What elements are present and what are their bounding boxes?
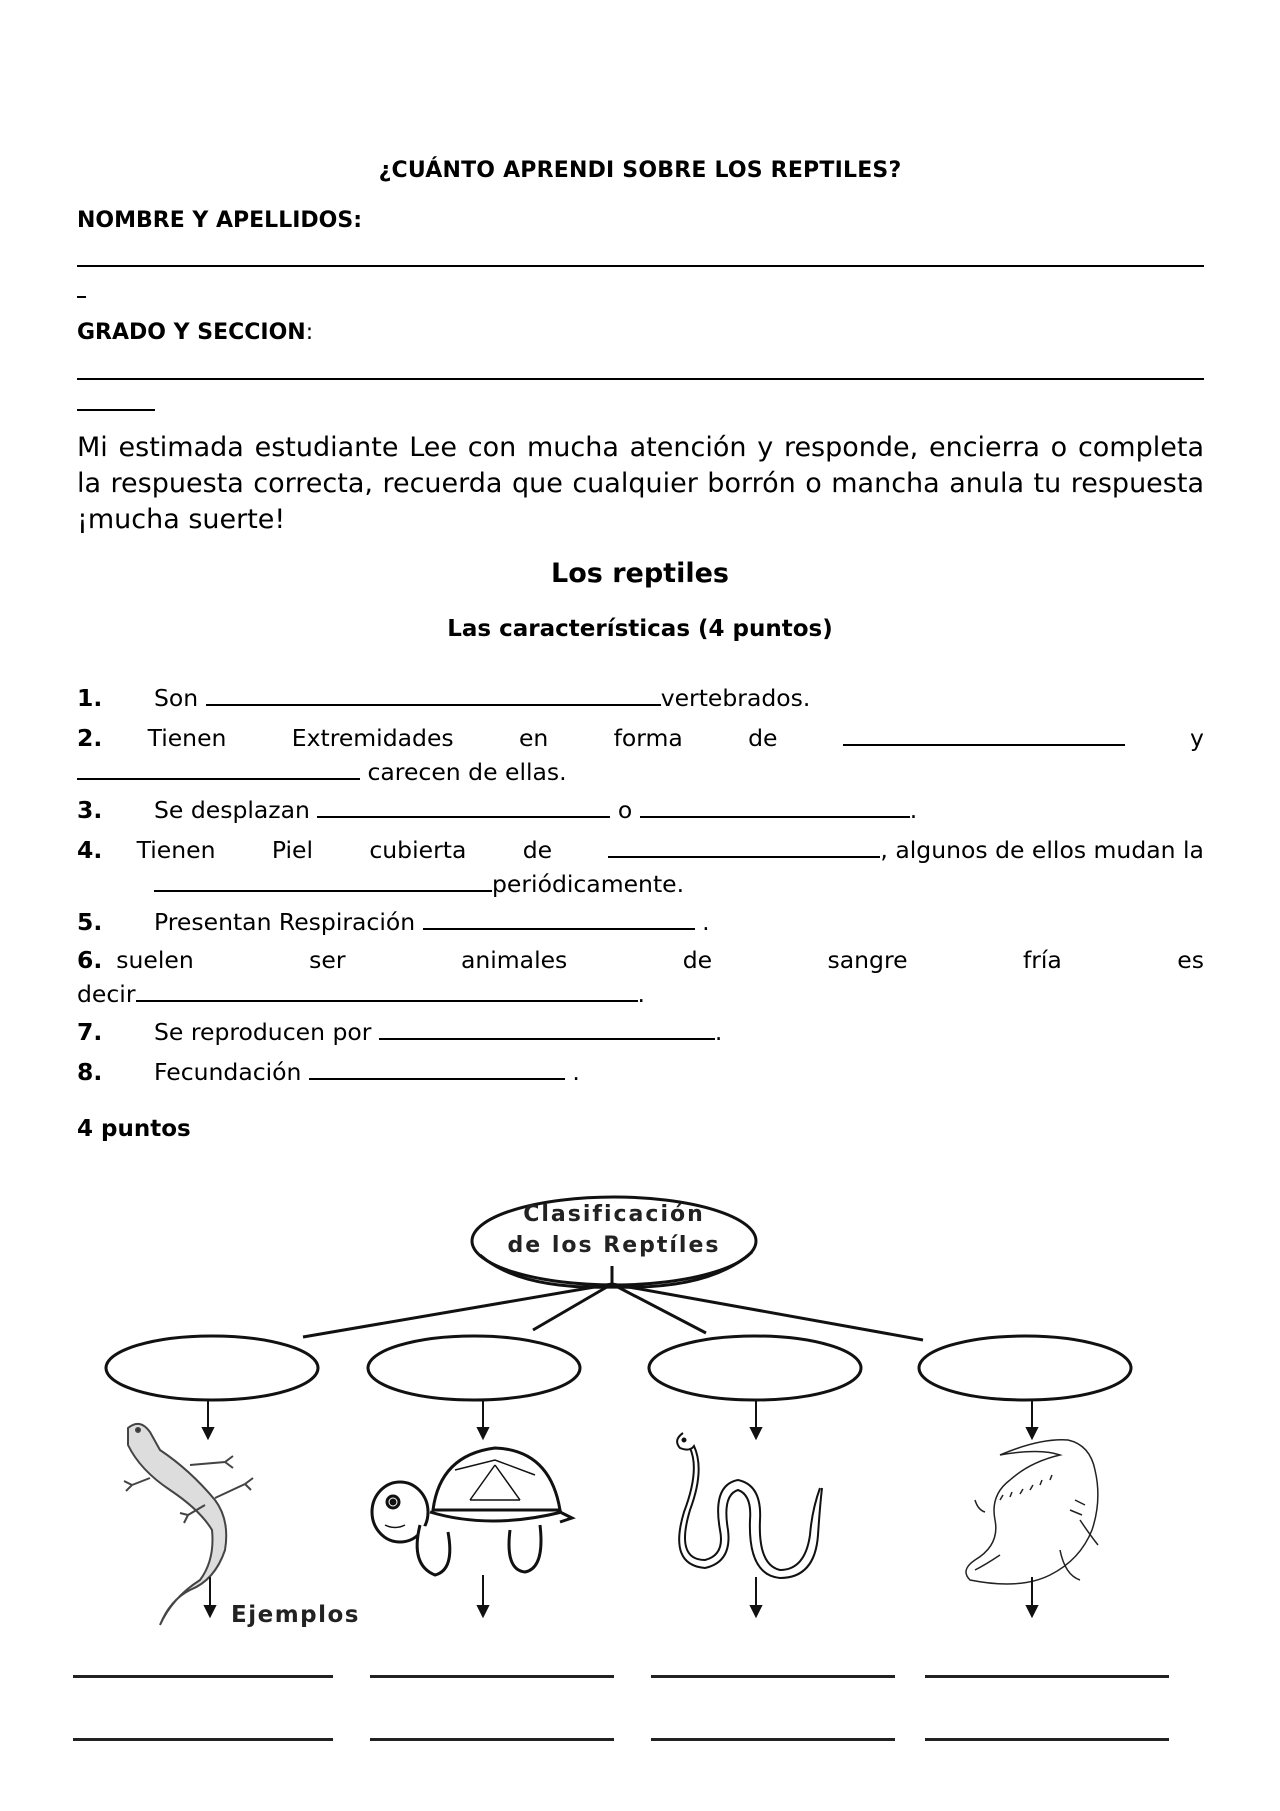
question-line — [77, 976, 1204, 1010]
grade-answer-line[interactable] — [77, 378, 1204, 380]
answer-blank[interactable] — [309, 1054, 565, 1080]
lizard-icon — [124, 1424, 253, 1625]
question-number: 5. — [77, 908, 103, 936]
question-word: Extremidades — [291, 724, 454, 752]
question-word: de — [682, 946, 713, 974]
question-word: fría — [1022, 946, 1062, 974]
grade-answer-line-overflow — [77, 409, 155, 411]
question-word: ser — [309, 946, 346, 974]
category-node-1[interactable] — [106, 1336, 318, 1400]
answer-blank[interactable] — [136, 976, 638, 1002]
question-text: . — [702, 908, 710, 936]
question-word: Tienen — [147, 724, 227, 752]
crocodile-icon — [966, 1440, 1098, 1584]
answer-blank[interactable] — [423, 904, 695, 930]
question-number: 2. — [77, 724, 103, 752]
classification-diagram — [0, 1180, 1280, 1660]
question-text: , algunos de ellos mudan la — [880, 836, 1204, 864]
question-line — [77, 866, 1204, 900]
question-text: Se reproducen por — [154, 1018, 372, 1046]
answer-blank[interactable] — [640, 792, 910, 818]
instructions-paragraph: Mi estimada estudiante Lee con mucha atención y responde, encierra o completa la respuesta correcta, recuerda que cualquier borrón o mancha anula tu respuesta ¡mucha suerte! — [77, 432, 1204, 535]
answer-blank[interactable] — [206, 680, 661, 706]
question-text: periódicamente. — [492, 870, 685, 898]
question-word: sangre — [827, 946, 908, 974]
example-answer-line-1a[interactable] — [73, 1675, 333, 1678]
classification-points-label: 4 puntos — [77, 1116, 191, 1142]
question-line — [77, 754, 1204, 788]
question-word: de — [748, 724, 778, 752]
question-2 — [77, 720, 1204, 788]
category-nodes — [106, 1336, 1131, 1400]
example-answer-line-2b[interactable] — [370, 1738, 614, 1741]
name-label: NOMBRE Y APELLIDOS: — [77, 208, 363, 233]
question-word: Tienen — [136, 836, 216, 864]
category-node-2[interactable] — [368, 1336, 580, 1400]
name-answer-line-overflow — [77, 296, 86, 298]
section-title: Los reptiles — [551, 558, 729, 589]
example-answer-line-1b[interactable] — [73, 1738, 333, 1741]
question-number: 4. — [77, 836, 103, 864]
answer-blank[interactable] — [379, 1014, 715, 1040]
question-1 — [77, 680, 1204, 714]
question-line — [77, 832, 1204, 866]
answer-blank[interactable] — [154, 866, 492, 892]
question-word: de — [522, 836, 553, 864]
question-8 — [77, 1054, 1204, 1088]
grade-label — [77, 320, 313, 345]
question-text: carecen de ellas. — [367, 758, 567, 786]
question-text: o — [617, 796, 633, 824]
question-text: Son — [154, 684, 199, 712]
question-5 — [77, 904, 1204, 938]
question-text: . — [637, 980, 645, 1008]
example-answer-line-3b[interactable] — [651, 1738, 895, 1741]
question-text: . — [572, 1058, 580, 1086]
question-text: decir — [77, 980, 136, 1008]
question-number: 3. — [77, 796, 103, 824]
name-answer-line[interactable] — [77, 265, 1204, 267]
grade-label-colon: : — [305, 320, 314, 345]
question-text: Presentan Respiración — [154, 908, 416, 936]
question-3 — [77, 792, 1204, 826]
category-node-3[interactable] — [649, 1336, 861, 1400]
question-line — [77, 944, 1204, 976]
question-number: 6. — [77, 946, 103, 974]
question-text: . — [714, 1018, 723, 1046]
question-word: y — [1190, 724, 1204, 752]
question-word: cubierta — [369, 836, 467, 864]
root-node — [472, 1197, 756, 1287]
root-node-line1: Clasificación — [523, 1202, 705, 1227]
arrows-to-animals — [203, 1400, 1037, 1438]
section-subtitle: Las características (4 puntos) — [447, 616, 833, 642]
question-word: forma — [613, 724, 683, 752]
example-answer-line-4a[interactable] — [925, 1675, 1169, 1678]
question-word: animales — [460, 946, 568, 974]
question-4 — [77, 832, 1204, 900]
worksheet-title: ¿CUÁNTO APRENDI SOBRE LOS REPTILES? — [378, 158, 902, 183]
answer-blank[interactable] — [317, 792, 610, 818]
answer-blank[interactable] — [77, 754, 360, 780]
question-6 — [77, 944, 1204, 1010]
question-text: . — [909, 796, 918, 824]
example-answer-line-2a[interactable] — [370, 1675, 614, 1678]
turtle-icon — [372, 1448, 572, 1575]
root-node-line2: de los Reptíles — [507, 1233, 721, 1258]
question-number: 1. — [77, 684, 103, 712]
answer-blank[interactable] — [608, 832, 880, 858]
question-text: vertebrados. — [660, 684, 811, 712]
grade-label-text: GRADO Y SECCION — [77, 320, 306, 345]
category-node-4[interactable] — [919, 1336, 1131, 1400]
question-word: suelen — [116, 946, 194, 974]
examples-label: Ejemplos — [231, 1602, 360, 1628]
question-text: Fecundación — [154, 1058, 302, 1086]
question-word: es — [1177, 946, 1204, 974]
tree-connectors — [303, 1266, 923, 1340]
question-line — [77, 720, 1204, 754]
question-number: 7. — [77, 1018, 103, 1046]
question-text: Se desplazan — [154, 796, 310, 824]
question-7 — [77, 1014, 1204, 1048]
answer-blank[interactable] — [843, 720, 1125, 746]
question-word: Piel — [271, 836, 314, 864]
example-answer-line-3a[interactable] — [651, 1675, 895, 1678]
snake-icon — [677, 1433, 822, 1578]
question-word: en — [518, 724, 549, 752]
question-number: 8. — [77, 1058, 103, 1086]
questions-list — [77, 680, 1204, 1094]
example-answer-line-4b[interactable] — [925, 1738, 1169, 1741]
